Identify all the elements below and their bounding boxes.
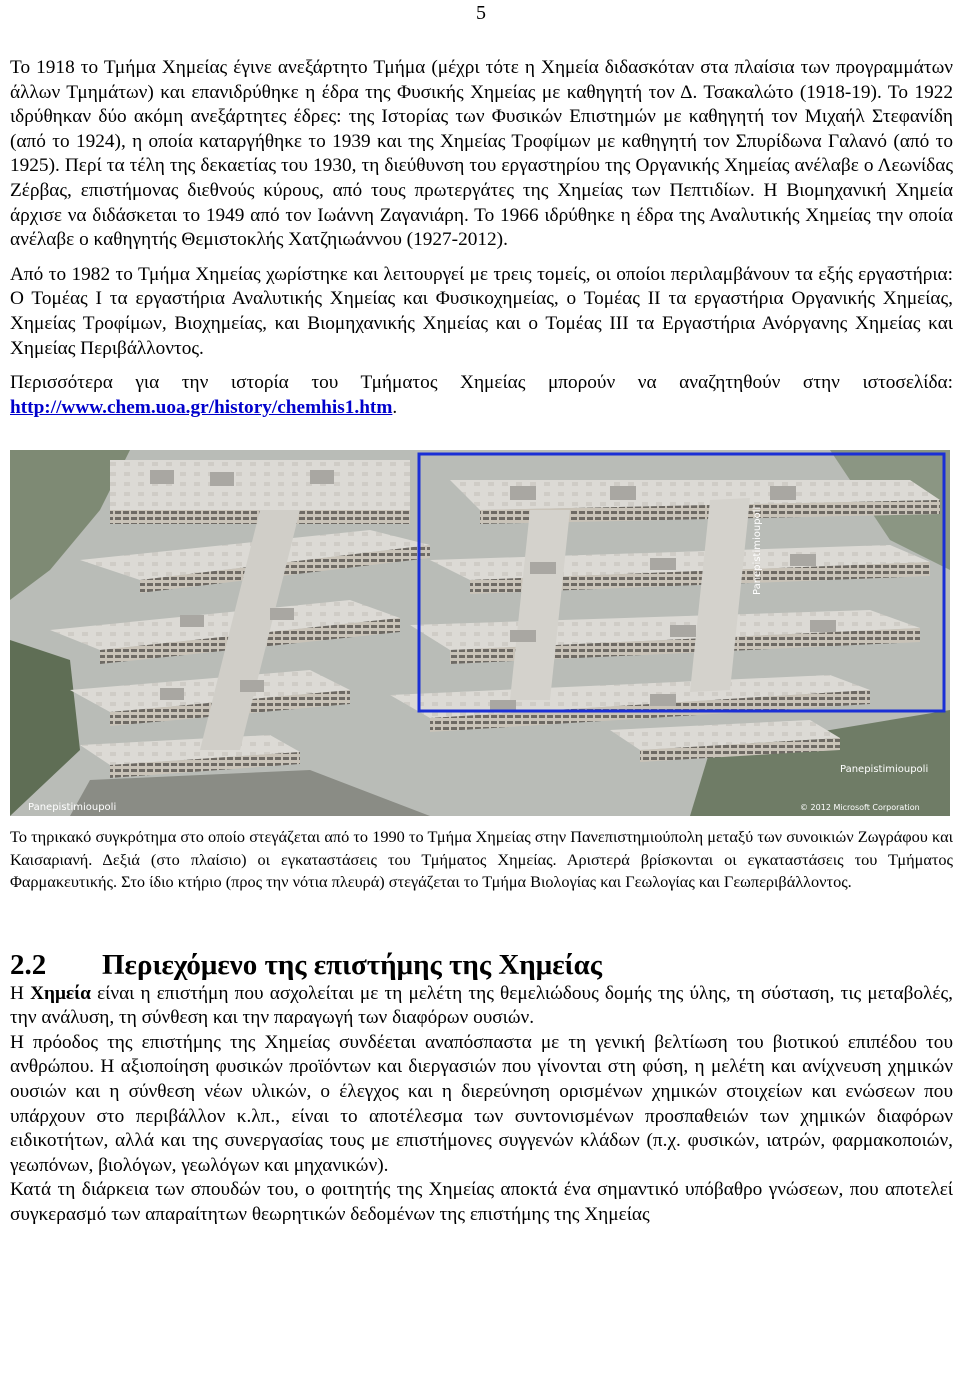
photo-copyright: © 2012 Microsoft Corporation [800,803,920,813]
page-number: 5 [476,2,486,24]
watermark-bottom-left: Panepistimioupoli [28,802,117,814]
section-paragraph-2: Η πρόοδος της επιστήμης της Χημείας συνδέεται αναπόσπαστα με τη γενική βελτίωση του βιοτικού επιπέδου του ανθρώπου. Η αξιοποίηση φυσικών προϊόντων και διεργασιών που γίνονται στη φύση, η μελέτη και ανίχνευση χημικών ουσιών και η σύνθεση νέων υλικών, ο έλεγχος και η διερεύνηση ορισμένων χημικών στοιχείων και ενώσεων που υπάρχουν στο περιβάλλον κ.λπ., είναι το αποτέλεσμα των συντονισμένων προσπαθειών των χημικών διαφόρων ειδικοτήτων, αλλά και της συνεργασίας τους με επιστήμονες συγγενών κλάδων (π.χ. φυσικών, ιατρών, φαρμακοποιών, γεωπόνων, βιολόγων, γεωλόγων και μηχανικών). [10,1031,953,1176]
section-paragraph-1 [10,982,953,1031]
history-paragraph-2: Από το 1982 το Τμήμα Χημείας χωρίστηκε και λειτουργεί με τρεις τομείς, οι οποίοι περιλαμβάνουν τα εξής εργαστήρια: Ο Τομέας Ι τα εργαστήρια Αναλυτικής Χημείας και Φυσικοχημείας, ο Τομέας ΙΙ τα εργαστήρια Οργανικής Χημείας, Χημείας Τροφίμων, Βιοχημείας, και Βιομηχανικής Χημείας και ο Τομέας ΙΙΙ τα Εργαστήρια Ανόργανης Χημείας και Χημείας Περιβάλλοντος. [10,263,953,359]
history-link-intro: Περισσότερα για την ιστορία του Τμήματος Χημείας μπορούν να αναζητηθούν στην ιστοσελίδα: [10,372,953,394]
section-title: Περιεχόμενο της επιστήμης της Χημείας [102,948,603,981]
section-paragraph-3: Κατά τη διάρκεια των σπουδών του, ο φοιτητής της Χημείας αποκτά ένα σημαντικό υπόβαθρο γνώσεων, που αποτελεί συγκερασμό των απαραίτητων θεωρητικών δεδομένων της επιστήμης της Χημείας [10,1179,953,1225]
section-p1-post: είναι η επιστήμη που ασχολείται με τη μελέτη της θεμελιώδους δομής της ύλης, τη σύσταση, τις μεταβολές, την ανάλυση, τη σύνθεση και την παραγωγή των διαφόρων ουσιών. [10,982,953,1029]
aerial-photo [10,450,950,816]
photo-caption: Το τηρικακό συγκρότημα στο οποίο στεγάζεται από το 1990 το Τμήμα Χημείας στην Πανεπιστημιούπολη μεταξύ των συνοικιών Ζωγράφου και Καισαριανή. Δεξιά (στο πλαίσιο) οι εγκαταστάσεις του Τμήματος Χημείας. Αριστερά βρίσκονται οι εγκαταστάσεις του Τμήματος Φαρμακευτικής. Στο ίδιο κτήριο (προς την νότια πλευρά) στεγάζεται το Τμήμα Βιολογίας και Γεωλογίας και Γεωπεριβάλλοντος. [10,827,953,892]
history-paragraph-3 [10,371,953,420]
aerial-photo-drawing [10,450,950,816]
history-paragraph-1: Το 1918 το Τμήμα Χημείας έγινε ανεξάρτητο Τμήμα (μέχρι τότε η Χημεία διδασκόταν στα πλαίσια των προγραμμάτων άλλων Τμημάτων) και επανιδρύθηκε η έδρα της Φυσικής Χημείας με καθηγητή τον Δ. Τσακαλώτο (1918-19). Το 1922 ιδρύθηκαν δύο ακόμη ανεξάρτητες έδρες: της Ιστορίας των Φυσικών Επιστημών με καθηγητή τον Μιχαήλ Στεφανίδη (από το 1924), η οποία καταργήθηκε το 1939 και της Χημείας Τροφίμων με καθηγητή τον Σπυρίδωνα Γαλανό (από το 1925). Περί τα τέλη της δεκαετίας του 1930, τη διεύθυνση του εργαστηρίου της Οργανικής Χημείας ανέλαβε ο Λεωνίδας Ζέρβας, επιστήμονας διεθνούς κύρους, από τους πρωτεργάτες της Χημείας των Πεπτιδίων. Η Βιομηχανική Χημεία άρχισε να διδάσκεται το 1949 από τον Ιωάννη Ζαγανιάρη. Το 1966 ιδρύθηκε η έδρα της Αναλυτικής Χημείας την οποία ανέλαβε ο καθηγητής Θεμιστοκλής Χατζηιωάννου (1927-2012). [10,57,953,251]
page-content [10,56,953,1227]
section-p1-pre: Η [10,982,31,1004]
section-heading [10,948,953,982]
watermark-bottom-right: Panepistimioupoli [840,764,929,776]
section-p1-bold: Χημεία [30,982,91,1004]
section-number: 2.2 [10,948,47,981]
watermark-left: Panepistimioupoli [752,507,763,596]
history-link[interactable]: http://www.chem.uoa.gr/history/chemhis1.htm [10,396,393,418]
history-link-end: . [392,396,398,418]
building-roof [110,460,410,510]
